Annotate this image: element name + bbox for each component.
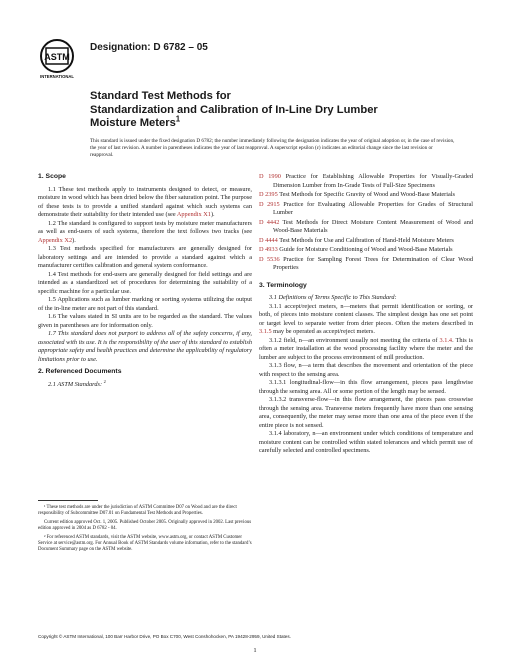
ref-link[interactable]: D 4933	[259, 246, 278, 253]
para-1-3: 1.3 Test methods specified for manufacturers are generally designed for laboratory settings and are intended to provide a standard against which a manufacturer certifies calibration and general system conformance.	[38, 245, 252, 269]
designation: Designation: D 6782 – 05	[90, 42, 208, 53]
list-item: D 2915 Practice for Evaluating Allowable Properties for Grades of Structural Lumber	[259, 200, 473, 216]
para-1-7: 1.7 This standard does not purport to address all of the safety concerns, if any, associated with its use. It is the responsibility of the user of this standard to establish appropriate safety and health practices and determine the applicability of regulatory limitations prior to use.	[38, 330, 252, 363]
para-3-1-3-2: 3.1.3.2 transverse-flow—in this flow arrangement, the pieces pass crosswise through the sensing area. Transverse meters frequently have more than one sensing area, consequently, the meter may sense more than one area of the piece even if the entire piece is not sensed.	[259, 396, 473, 429]
para-1-6: 1.6 The values stated in SI units are to be regarded as the standard. The values given in parentheses are for information only.	[38, 313, 252, 329]
para-2-1: 2.1 ASTM Standards: $^2$	[48, 378, 106, 388]
footnote-2: ² For referenced ASTM standards, visit the ASTM website, www.astm.org, or contact ASTM Customer Service at service@astm.org. For Annual Book of ASTM Standards volume information, refer to the standard’s Document Summary page on the ASTM website.	[38, 534, 252, 553]
ref-3-1-5-link[interactable]: 3.1.5	[259, 328, 272, 335]
referenced-standards-list	[259, 173, 473, 273]
list-item: D 2395 Test Methods for Specific Gravity of Wood and Wood-Base Materials	[259, 191, 455, 198]
page-number: 1	[253, 647, 257, 654]
footnotes	[38, 505, 252, 556]
para-3-1-2: 3.1.2 field, n—an environment usually not meeting the criteria of 3.1.4. This is often a meter installation at the wood processing facility where the meter and the lumber are subject to the process environment of mill production.	[259, 336, 473, 361]
ref-link[interactable]: D 1990	[259, 173, 281, 180]
document-title	[90, 90, 470, 131]
para-1-2: 1.2 The standard is configured to support tests by moisture meter manufacturers as well as end-users of such systems, therefore the text follows two tracks (see Appendix X2).	[38, 219, 252, 244]
para-3-1-1: 3.1.1 accept/reject meters, n—meters that permit identification or sorting, or both, of pieces into moisture content classes. The simplest design has one set point or target level to separate wetter from drier pieces. Often the meters described in 3.1.5 may be operated as accept/reject meters.	[259, 302, 473, 335]
list-item: D 4444 Test Methods for Use and Calibration of Hand-Held Moisture Meters	[259, 236, 454, 244]
list-item: D 5536 Practice for Sampling Forest Trees for Determination of Clear Wood Properties	[259, 255, 474, 271]
left-column	[38, 173, 252, 389]
para-1-1: 1.1 These test methods apply to instruments designed to detect, or measure, moisture in wood which has been dried below the fiber saturation point. The purpose of these tests is to provide a unified standard against which such systems can demonstrate their suitability for their intended use (see Appendix X1).	[38, 185, 252, 218]
para-3-1-3-1: 3.1.3.1 longitudinal-flow—in this flow arrangement, pieces pass lengthwise through the sensing area. All or some portion of the length may be sensed.	[259, 379, 473, 395]
ref-link[interactable]: D 2395	[259, 191, 278, 198]
title-line-3: Moisture Meters$^1$	[90, 114, 181, 129]
footnote-1: ¹ These test methods are under the jurisdiction of ASTM Committee D07 on Wood and are the direct responsibility of Subcommittee D07.01 on Fundamental Test Methods and Properties.	[38, 505, 237, 517]
copyright-notice: Copyright © ASTM International, 100 Barr Harbor Drive, PO Box C700, West Conshohocken, PA 19428-2959, United States.	[38, 634, 291, 639]
intro-notice: This standard is issued under the fixed designation D 6782; the number immediately following the designation indicates the year of original adoption or, in the case of revision, the year of last revision. A number in parentheses indicates the year of last reapproval. A superscript epsilon (ε) indicates an editorial change since the last revision or reapproval.	[90, 138, 455, 159]
para-1-5: 1.5 Applications such as lumber marking or sorting systems utilizing the output of the in-line meter are not part of this standard.	[38, 296, 252, 312]
list-item: D 4442 Test Methods for Direct Moisture Content Measurement of Wood and Wood-Base Materials	[259, 218, 473, 234]
list-item: D 4933 Guide for Moisture Conditioning of Wood and Wood-Base Materials	[259, 246, 453, 253]
right-column	[259, 173, 473, 456]
para-3-1: 3.1 Definitions of Terms Specific to This Standard:	[269, 294, 397, 301]
para-3-1-3: 3.1.3 flow, n—a term that describes the movement and orientation of the piece with respect to the sensing area.	[259, 362, 473, 378]
svg-text:INTERNATIONAL: INTERNATIONAL	[40, 74, 74, 79]
appendix-x2-link[interactable]: Appendix X2	[38, 236, 73, 244]
ref-link[interactable]: D 5536	[259, 255, 280, 263]
section-3-heading: 3. Terminology	[259, 281, 307, 289]
title-line-1: Standard Test Methods for	[90, 90, 231, 102]
para-3-1-4: 3.1.4 laboratory, n—an environment under which conditions of temperature and moisture content can be controlled within stated tolerances and which permit use of carefully selected and controlled specimens.	[259, 430, 473, 454]
ref-3-1-4-link[interactable]: 3.1.4	[439, 336, 453, 344]
ref-link[interactable]: D 2915	[259, 200, 280, 208]
footnote-rule	[38, 500, 98, 501]
astm-logo	[38, 38, 76, 80]
section-1-heading: 1. Scope	[38, 173, 66, 180]
list-item: D 1990 Practice for Establishing Allowable Properties for Visually-Graded Dimension Lumber from In-Grade Tests of Full-Size Specimens	[259, 173, 473, 189]
footnote-1b: Current edition approved Oct. 1, 2005. Published October 2005. Originally approved in 2002. Last previous edition approved in 2004 as D 6782 - 04.	[38, 519, 252, 532]
title-line-2: Standardization and Calibration of In-Line Dry Lumber	[90, 103, 378, 116]
ref-link[interactable]: D 4442	[259, 218, 280, 226]
ref-link[interactable]: D 4444	[259, 236, 278, 244]
svg-text:ASTM: ASTM	[44, 52, 70, 62]
para-1-4: 1.4 Test methods for end-users are generally designed for field settings and are intended as a standardized set of procedures for determining the suitability of a specific machine for a particular use.	[38, 270, 252, 295]
section-2-heading: 2. Referenced Documents	[38, 368, 122, 375]
appendix-x1-link[interactable]: Appendix X1	[176, 211, 211, 218]
